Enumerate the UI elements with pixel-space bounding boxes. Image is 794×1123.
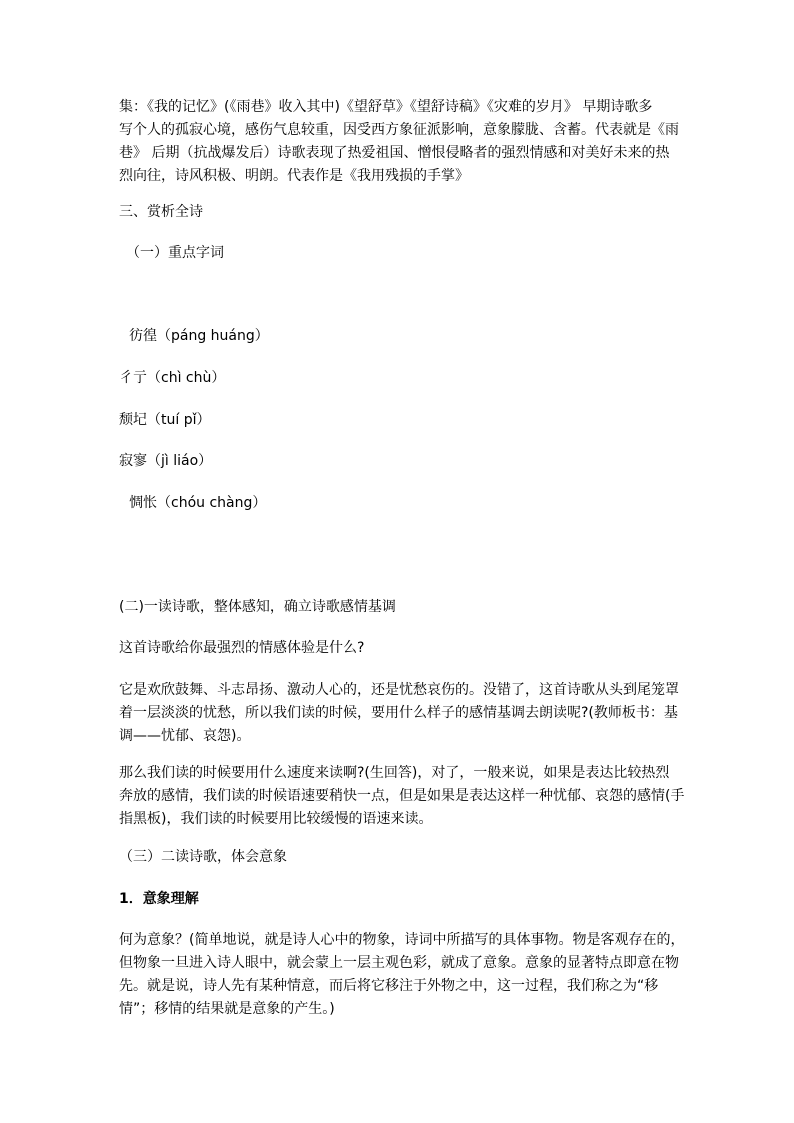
paragraph-line: 调——忧郁、哀怨)。 — [119, 728, 251, 744]
paragraph-line: 先。就是说，诗人先有某种情意，而后将它移注于外物之中，这一过程，我们称之为“移 — [119, 978, 659, 994]
intro-line: 集：《我的记忆》(《雨巷》收入其中)《望舒草》《望舒诗稿》《灾难的岁月》 早期诗歌多 — [119, 99, 653, 115]
intro-paragraph — [119, 96, 679, 188]
subsection-heading-key-words: （一）重点字词 — [126, 245, 224, 261]
paragraph-line: 着一层淡淡的忧愁，所以我们读的时候，要用什么样子的感情基调去朗读呢?(教师板书：基 — [119, 705, 678, 721]
question-text: 这首诗歌给你最强烈的情感体验是什么? — [119, 640, 365, 656]
vocab-item: 颓圮（tuí pǐ） — [119, 412, 211, 428]
vocab-item: 彷徨（páng huáng） — [129, 328, 269, 344]
subsection-heading-second-reading: （三）二读诗歌，体会意象 — [119, 849, 287, 865]
paragraph-imagery-definition — [119, 929, 685, 1021]
vocab-item: 寂寥（jì liáo） — [119, 453, 213, 469]
vocab-item: 彳亍（chì chù） — [119, 370, 226, 386]
subsection-heading-first-reading: (二)一读诗歌，整体感知，确立诗歌感情基调 — [119, 599, 396, 615]
paragraph-line: 但物象一旦进入诗人眼中，就会蒙上一层主观色彩，就成了意象。意象的显著特点即意在物 — [119, 955, 679, 971]
vocab-item: 惆怅（chóu chàng） — [129, 495, 267, 511]
intro-line: 巷》 后期（抗战爆发后）诗歌表现了热爱祖国、憎恨侵略者的强烈情感和对美好未来的热 — [119, 145, 670, 161]
intro-line: 烈向往，诗风积极、明朗。代表作是《我用残损的手掌》 — [119, 168, 469, 184]
section-heading: 三、赏析全诗 — [119, 204, 203, 220]
point-heading-imagery: 1．意象理解 — [119, 891, 199, 907]
paragraph-line: 指黑板)，我们读的时候要用比较缓慢的语速来读。 — [119, 811, 433, 827]
paragraph-line: 何为意象？(简单地说，就是诗人心中的物象，诗词中所描写的具体事物。物是客观存在的， — [119, 932, 685, 948]
paragraph-line: 它是欢欣鼓舞、斗志昂扬、激动人心的，还是忧愁哀伤的。没错了，这首诗歌从头到尾笼罩 — [119, 682, 679, 698]
paragraph-line: 那么我们读的时候要用什么速度来读啊?(生回答)，对了，一般来说，如果是表达比较热烈 — [119, 765, 670, 781]
paragraph-line: 情”；移情的结果就是意象的产生。) — [119, 1001, 335, 1017]
paragraph-reading-speed — [119, 762, 685, 831]
paragraph-line: 奔放的感情，我们读的时候语速要稍快一点，但是如果是表达这样一种忧郁、哀怨的感情(手 — [119, 788, 685, 804]
paragraph-emotional-tone — [119, 679, 679, 748]
intro-line: 写个人的孤寂心境，感伤气息较重，因受西方象征派影响，意象朦胧、含蓄。代表就是《雨 — [119, 122, 679, 138]
